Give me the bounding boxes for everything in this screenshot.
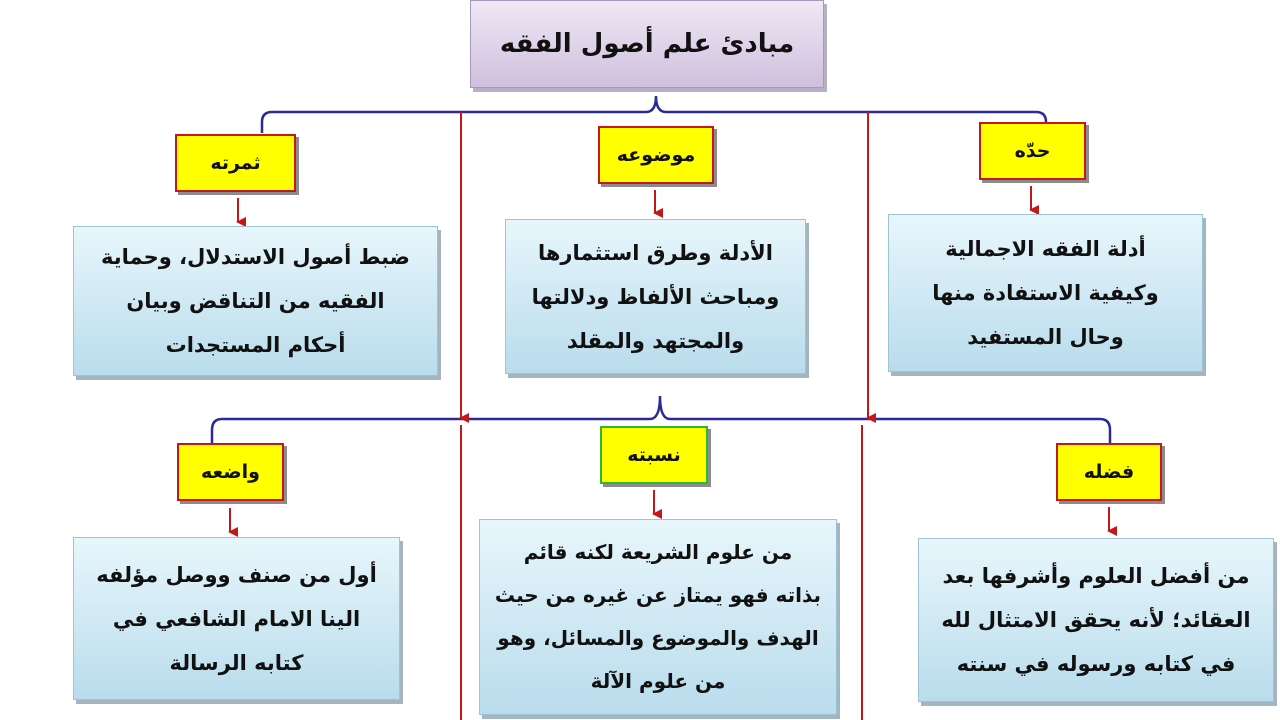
label-mawdooh: موضوعه bbox=[598, 126, 714, 184]
content-line: أول من صنف ووصل مؤلفه bbox=[96, 562, 377, 587]
content-line: ومباحث الألفاظ ودلالتها bbox=[531, 284, 780, 309]
content-fadluh bbox=[918, 538, 1274, 702]
content-waadiuh bbox=[73, 537, 400, 700]
content-mawdooh bbox=[505, 219, 806, 374]
content-thamarah bbox=[73, 226, 438, 376]
label-thamarah: ثمرته bbox=[175, 134, 296, 192]
content-line: الهدف والموضوع والمسائل، وهو bbox=[497, 626, 819, 650]
content-line: الأدلة وطرق استثمارها bbox=[537, 240, 774, 265]
content-line: والمجتهد والمقلد bbox=[566, 328, 745, 353]
content-line: أدلة الفقه الاجمالية bbox=[945, 237, 1146, 261]
content-line: أحكام المستجدات bbox=[165, 333, 346, 357]
content-nisbatuh bbox=[479, 519, 837, 715]
content-line: بذاته فهو يمتاز عن غيره من حيث bbox=[494, 583, 822, 607]
content-line: وكيفية الاستفادة منها bbox=[932, 281, 1159, 305]
label-waadiuh: واضعه bbox=[177, 443, 284, 501]
content-line: العقائد؛ لأنه يحقق الامتثال لله bbox=[941, 608, 1251, 632]
content-line: الفقيه من التناقض وبيان bbox=[126, 289, 385, 313]
content-line: من علوم الشريعة لكنه قائم bbox=[523, 540, 793, 564]
label-nisbatuh: نسبته bbox=[600, 426, 708, 484]
content-line: وحال المستفيد bbox=[967, 325, 1124, 349]
content-hadduh bbox=[888, 214, 1203, 372]
label-hadduh: حدّه bbox=[979, 122, 1086, 180]
label-fadluh: فضله bbox=[1056, 443, 1162, 501]
content-line: ضبط أصول الاستدلال، وحماية bbox=[101, 245, 410, 269]
diagram-title: مبادئ علم أصول الفقه bbox=[470, 0, 824, 88]
content-line: من أفضل العلوم وأشرفها بعد bbox=[942, 564, 1250, 588]
content-line: في كتابه ورسوله في سنته bbox=[956, 652, 1236, 676]
content-line: الينا الامام الشافعي في bbox=[112, 606, 361, 631]
content-line: من علوم الآلة bbox=[590, 669, 726, 693]
content-line: كتابه الرسالة bbox=[169, 650, 304, 675]
